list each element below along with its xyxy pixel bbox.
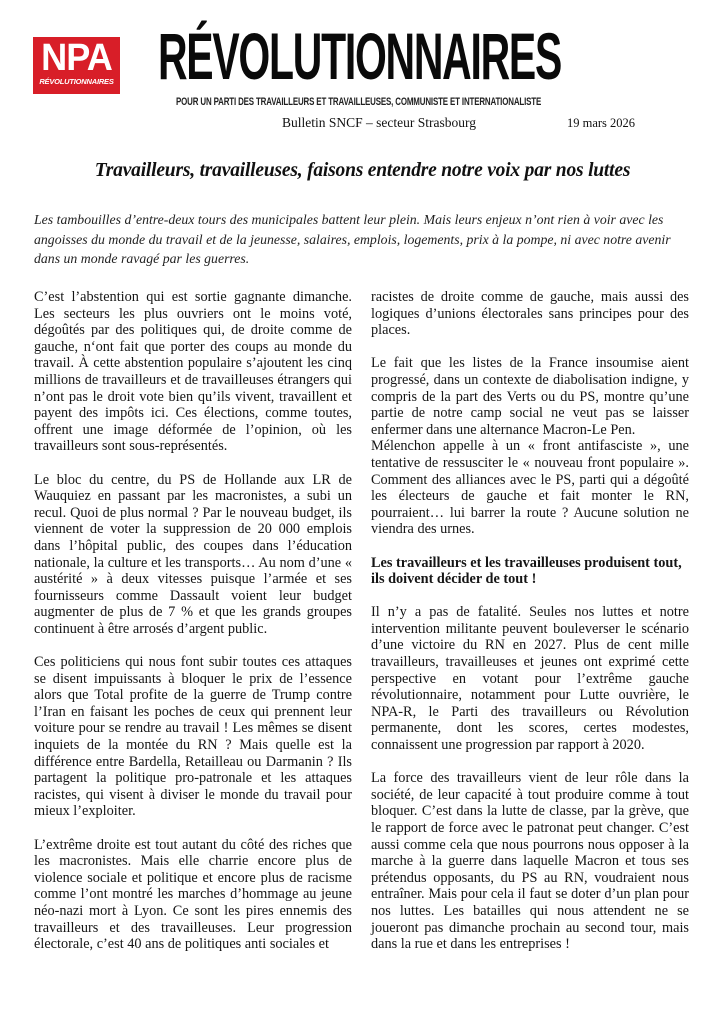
article-headline: Travailleurs, travailleuses, faisons entendre notre voix par nos luttes bbox=[94, 160, 631, 181]
issue-date: 19 mars 2026 bbox=[567, 116, 636, 130]
logo-main-text: NPA bbox=[41, 37, 112, 79]
paragraph: La force des travailleurs vient de leur rôle dans la société, de leur capacité à tout produire comme à tout bloquer. C’est dans la lutte de classe, par la grève, que le rapport de force avec le patronat peut changer. C’est aussi comme cela que nous pourrons nous opposer à la marche à la guerre dans laquelle Macron et tous ses prétendus opposants, du PS au RN, voudraient nous entraîner. Mais pour cela il faut se doter d’un plan pour nos luttes. Les batailles qui nous attendent ne se joueront pas dimanche prochain au second tour, mais dans la rue et dans les entreprises ! bbox=[371, 770, 689, 953]
masthead-title: RÉVOLUTIONNAIRES bbox=[158, 19, 562, 93]
paragraph: Mélenchon appelle à un « front antifasciste », une tentative de ressusciter le « nouveau front populaire ». Comment des alliances avec le PS, parti qui a dégoûté les électeurs de gauche et fait monter le RN, pourraient… lui barrer la route ? Aucune solution ne viendra des urnes. bbox=[371, 438, 689, 538]
paragraph: racistes de droite comme de gauche, mais aussi des logiques d’unions électorales sans principes pour des places. bbox=[371, 289, 689, 339]
right-column bbox=[371, 289, 689, 969]
left-column bbox=[34, 289, 352, 969]
logo-sub-text: RÉVOLUTIONNAIRES bbox=[39, 77, 114, 86]
paragraph: Ces politiciens qui nous font subir toutes ces attaques se disent impuissants à bloquer le prix de l’essence alors que Total profite de la guerre de Trump contre l’Iran en faisant les poches de ceux qui prennent leur voiture pour se rendre au travail ! Les mêmes se disent inquiets de la montée du RN ? Mais quelle est la différence entre Bardella, Retailleau ou Darmanin ? Ils partagent la politique pro-patronale et les attaques racistes, qui visent à diviser le monde du travail pour mieux l’exploiter. bbox=[34, 654, 352, 820]
bulletin-label: Bulletin SNCF – secteur Strasbourg bbox=[282, 115, 476, 130]
paragraph: L’extrême droite est tout autant du côté des riches que les macronistes. Mais elle charrie encore plus de violence sociale et politique et encore plus de racisme comme l’ont montré les marches d’hommage au jeune néo-nazi mort à Lyon. Ce sont les pires ennemis des travailleurs et des travailleuses. Leur progression électorale, c’est 40 ans de politiques anti sociales et bbox=[34, 836, 352, 953]
paragraph: Le bloc du centre, du PS de Hollande aux LR de Wauquiez en passant par les macronistes, a subi un recul. Quoi de plus normal ? Par le nouveau budget, ils viennent de voter la suppression de 20 000 emplois dans l’hôpital public, des coupes dans l’éducation nationale, la culture et les transports… Au nom d’une « austérité » à deux vitesses puisque l’armée et ses fournisseurs comme Dassault voient leur budget augmenter de plus de 7 % et que les grands groupes continuent à être arrosés d’argent public. bbox=[34, 471, 352, 637]
paragraph: Il n’y a pas de fatalité. Seules nos luttes et notre intervention militante peuvent bouleverser le scénario d’une victoire du RN en 2027. Plus de cent mille travailleurs, travailleuses et jeunes ont exprimé cette perspective en votant pour l’extrême gauche révolutionnaire, notamment pour Lutte ouvrière, le NPA-R, le Parti des travailleurs ou Révolution permanente, dont les scores, certes modestes, connaissent une progression par rapport à 2020. bbox=[371, 604, 689, 754]
paragraph: Le fait que les listes de la France insoumise aient progressé, dans un contexte de diabolisation indigne, y compris de la part des Verts ou du PS, montre qu’une partie de notre camp social ne veut pas se laisser enfermer dans une alternance Macron-Le Pen. bbox=[371, 355, 689, 438]
masthead-tagline: POUR UN PARTI DES TRAVAILLEURS ET TRAVAILLEUSES, COMMUNISTE ET INTERNATIONALISTE bbox=[176, 96, 542, 108]
npa-logo bbox=[33, 37, 120, 94]
article-intro: Les tambouilles d’entre-deux tours des municipales battent leur plein. Mais leurs enjeux n’ont rien à voir avec les angoisses du monde du travail et de la jeunesse, salaires, emplois, logements, prix à la pompe, ni avec notre avenir dans un monde ravagé par les guerres. bbox=[34, 212, 671, 266]
section-subheading: Les travailleurs et les travailleuses produisent tout, ils doivent décider de tout ! bbox=[371, 554, 682, 588]
paragraph: C’est l’abstention qui est sortie gagnante dimanche. Les secteurs les plus ouvriers ont le moins voté, dégoûtés par des politiques qui, de droite comme de gauche, n‘ont fait que porter des coups au monde du travail. À cette abstention populaire s’ajoutent les cinq millions de travailleurs et de travailleuses étrangers qui n’ont pas le droit vote bien qu’ils vivent, travaillent et payent des impôts ici. Ces élections, comme toutes, offrent une image déformée de l’opinion, où les travailleurs sont sous-représentés. bbox=[34, 289, 352, 455]
